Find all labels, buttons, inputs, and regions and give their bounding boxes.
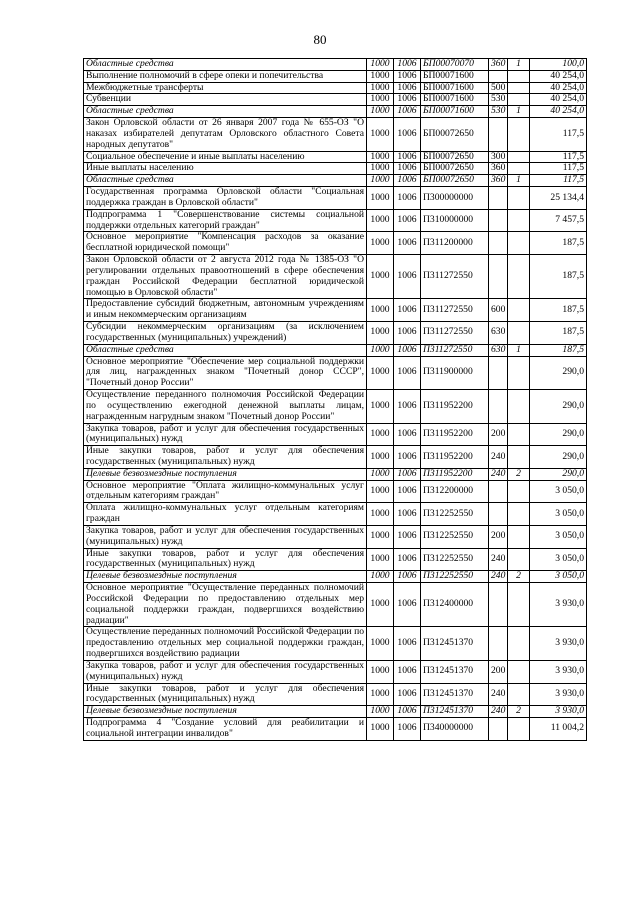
section-code: 1000: [367, 118, 394, 151]
table-row: [84, 322, 587, 345]
expense-type-code: [489, 718, 508, 741]
subsection-code: 1006: [394, 480, 421, 503]
amount: 3 050,0: [530, 548, 587, 571]
subsection-code: 1006: [394, 299, 421, 322]
table-row: [84, 525, 587, 548]
row-name: Закупка товаров, работ и услуг для обеспечения государственных (муниципальных) нужд: [84, 525, 367, 548]
subsection-code: 1006: [394, 423, 421, 446]
target-article-code: П311900000: [421, 356, 489, 389]
section-code: 1000: [367, 503, 394, 526]
amount: 3 050,0: [530, 480, 587, 503]
section-code: 1000: [367, 209, 394, 232]
expense-type-code: 200: [489, 660, 508, 683]
row-name: Подпрограмма 4 "Создание условий для реабилитации и социальной интеграции инвалидов": [84, 718, 367, 741]
subsection-code: 1006: [394, 94, 421, 106]
table-row: [84, 299, 587, 322]
section-code: 1000: [367, 175, 394, 187]
section-code: 1000: [367, 232, 394, 255]
row-name: Основное мероприятие "Компенсация расходов за оказание бесплатной юридической помощи": [84, 232, 367, 255]
funding-source-code: [508, 718, 530, 741]
table-row: [84, 683, 587, 706]
table-row: [84, 151, 587, 163]
expense-type-code: 500: [489, 82, 508, 94]
funding-source-code: [508, 118, 530, 151]
expense-type-code: [489, 627, 508, 660]
expense-type-code: 240: [489, 683, 508, 706]
table-row: [84, 390, 587, 423]
target-article-code: П311200000: [421, 232, 489, 255]
table-row: [84, 59, 587, 71]
table-row: [84, 423, 587, 446]
table-row: [84, 660, 587, 683]
row-name: Выполнение полномочий в сфере опеки и попечительства: [84, 70, 367, 82]
target-article-code: П311952200: [421, 390, 489, 423]
target-article-code: П312252550: [421, 525, 489, 548]
funding-source-code: 1: [508, 59, 530, 71]
subsection-code: 1006: [394, 583, 421, 627]
target-article-code: П312400000: [421, 583, 489, 627]
subsection-code: 1006: [394, 468, 421, 480]
target-article-code: П311952200: [421, 468, 489, 480]
funding-source-code: [508, 209, 530, 232]
target-article-code: БП00071600: [421, 106, 489, 118]
section-code: 1000: [367, 94, 394, 106]
row-name: Иные закупки товаров, работ и услуг для обеспечения государственных (муниципальных) нужд: [84, 548, 367, 571]
amount: 3 930,0: [530, 706, 587, 718]
table-row: [84, 583, 587, 627]
budget-table: [83, 58, 587, 741]
target-article-code: П311272550: [421, 299, 489, 322]
expense-type-code: 240: [489, 468, 508, 480]
subsection-code: 1006: [394, 548, 421, 571]
row-name: Субвенции: [84, 94, 367, 106]
subsection-code: 1006: [394, 706, 421, 718]
table-row: [84, 175, 587, 187]
subsection-code: 1006: [394, 525, 421, 548]
expense-type-code: 530: [489, 94, 508, 106]
target-article-code: БП00072650: [421, 151, 489, 163]
row-name: Иные выплаты населению: [84, 163, 367, 175]
funding-source-code: [508, 525, 530, 548]
target-article-code: П312451370: [421, 660, 489, 683]
table-row: [84, 70, 587, 82]
row-name: Иные закупки товаров, работ и услуг для обеспечения государственных (муниципальных) нужд: [84, 446, 367, 469]
target-article-code: БП00071600: [421, 82, 489, 94]
table-row: [84, 187, 587, 210]
funding-source-code: [508, 70, 530, 82]
subsection-code: 1006: [394, 106, 421, 118]
row-name: Основное мероприятие "Оплата жилищно-коммунальных услуг отдельным категориям граждан": [84, 480, 367, 503]
funding-source-code: [508, 660, 530, 683]
expense-type-code: 240: [489, 446, 508, 469]
table-row: [84, 118, 587, 151]
funding-source-code: [508, 423, 530, 446]
amount: 290,0: [530, 468, 587, 480]
budget-table-body: [84, 59, 587, 741]
amount: 3 930,0: [530, 583, 587, 627]
row-name: Субсидии некоммерческим организациям (за исключением государственных (муниципальных) учреждений): [84, 322, 367, 345]
subsection-code: 1006: [394, 59, 421, 71]
table-row: [84, 163, 587, 175]
table-row: [84, 718, 587, 741]
row-name: Осуществление переданного полномочия Российской Федерации по осуществлению ежегодной денежной выплаты лицам, награжденным нагрудным знаком "Почетный донор России": [84, 390, 367, 423]
target-article-code: П311272550: [421, 344, 489, 356]
funding-source-code: [508, 94, 530, 106]
row-name: Межбюджетные трансферты: [84, 82, 367, 94]
subsection-code: 1006: [394, 683, 421, 706]
table-row: [84, 503, 587, 526]
amount: 3 930,0: [530, 683, 587, 706]
target-article-code: П312451370: [421, 627, 489, 660]
section-code: 1000: [367, 163, 394, 175]
table-row: [84, 106, 587, 118]
row-name: Подпрограмма 1 "Совершенствование системы социальной поддержки отдельных категорий граждан": [84, 209, 367, 232]
amount: 187,5: [530, 232, 587, 255]
funding-source-code: [508, 548, 530, 571]
funding-source-code: [508, 480, 530, 503]
expense-type-code: 530: [489, 106, 508, 118]
expense-type-code: [489, 583, 508, 627]
subsection-code: 1006: [394, 627, 421, 660]
funding-source-code: [508, 187, 530, 210]
amount: 187,5: [530, 344, 587, 356]
target-article-code: П340000000: [421, 718, 489, 741]
section-code: 1000: [367, 423, 394, 446]
expense-type-code: [489, 209, 508, 232]
subsection-code: 1006: [394, 209, 421, 232]
amount: 40 254,0: [530, 106, 587, 118]
target-article-code: БП00071600: [421, 94, 489, 106]
row-name: Закупка товаров, работ и услуг для обеспечения государственных (муниципальных) нужд: [84, 423, 367, 446]
expense-type-code: [489, 480, 508, 503]
section-code: 1000: [367, 299, 394, 322]
section-code: 1000: [367, 718, 394, 741]
amount: 7 457,5: [530, 209, 587, 232]
amount: 290,0: [530, 356, 587, 389]
funding-source-code: 1: [508, 344, 530, 356]
section-code: 1000: [367, 446, 394, 469]
expense-type-code: 300: [489, 151, 508, 163]
subsection-code: 1006: [394, 390, 421, 423]
expense-type-code: 200: [489, 423, 508, 446]
target-article-code: П311952200: [421, 423, 489, 446]
expense-type-code: [489, 390, 508, 423]
table-row: [84, 468, 587, 480]
amount: 100,0: [530, 59, 587, 71]
row-name: Областные средства: [84, 175, 367, 187]
expense-type-code: 240: [489, 706, 508, 718]
funding-source-code: [508, 583, 530, 627]
amount: 187,5: [530, 322, 587, 345]
section-code: 1000: [367, 322, 394, 345]
table-row: [84, 209, 587, 232]
amount: 290,0: [530, 423, 587, 446]
funding-source-code: [508, 627, 530, 660]
row-name: Осуществление переданных полномочий Российской Федерации по предоставлению отдельных мер социальной поддержки граждан, подвергшихся воздействию радиации: [84, 627, 367, 660]
row-name: Основное мероприятие "Осуществление переданных полномочий Российской Федерации по предоставлению отдельных мер социальной поддержки граждан, подвергшихся воздействию радиации": [84, 583, 367, 627]
section-code: 1000: [367, 627, 394, 660]
target-article-code: БП00072650: [421, 175, 489, 187]
amount: 290,0: [530, 390, 587, 423]
amount: 40 254,0: [530, 70, 587, 82]
expense-type-code: 360: [489, 175, 508, 187]
funding-source-code: [508, 299, 530, 322]
row-name: Областные средства: [84, 106, 367, 118]
row-name: Предоставление субсидий бюджетным, автономным учреждениям и иным некоммерческим организациям: [84, 299, 367, 322]
table-row: [84, 344, 587, 356]
funding-source-code: [508, 82, 530, 94]
section-code: 1000: [367, 390, 394, 423]
section-code: 1000: [367, 187, 394, 210]
subsection-code: 1006: [394, 322, 421, 345]
funding-source-code: 2: [508, 571, 530, 583]
funding-source-code: [508, 683, 530, 706]
amount: 290,0: [530, 446, 587, 469]
section-code: 1000: [367, 660, 394, 683]
target-article-code: БП00072650: [421, 118, 489, 151]
subsection-code: 1006: [394, 660, 421, 683]
table-row: [84, 627, 587, 660]
expense-type-code: 630: [489, 322, 508, 345]
amount: 25 134,4: [530, 187, 587, 210]
row-name: Областные средства: [84, 59, 367, 71]
target-article-code: П312252550: [421, 571, 489, 583]
target-article-code: БП00070070: [421, 59, 489, 71]
table-row: [84, 82, 587, 94]
row-name: Областные средства: [84, 344, 367, 356]
row-name: Иные закупки товаров, работ и услуг для обеспечения государственных (муниципальных) нужд: [84, 683, 367, 706]
row-name: Государственная программа Орловской области "Социальная поддержка граждан в Орловской области": [84, 187, 367, 210]
amount: 40 254,0: [530, 82, 587, 94]
row-name: Закупка товаров, работ и услуг для обеспечения государственных (муниципальных) нужд: [84, 660, 367, 683]
expense-type-code: 360: [489, 163, 508, 175]
funding-source-code: [508, 390, 530, 423]
expense-type-code: 240: [489, 571, 508, 583]
target-article-code: БП00071600: [421, 70, 489, 82]
funding-source-code: [508, 446, 530, 469]
funding-source-code: [508, 151, 530, 163]
expense-type-code: [489, 356, 508, 389]
target-article-code: П311272550: [421, 255, 489, 299]
funding-source-code: [508, 356, 530, 389]
subsection-code: 1006: [394, 151, 421, 163]
target-article-code: П312200000: [421, 480, 489, 503]
target-article-code: П312252550: [421, 548, 489, 571]
funding-source-code: 2: [508, 706, 530, 718]
subsection-code: 1006: [394, 232, 421, 255]
row-name: Оплата жилищно-коммунальных услуг отдельным категориям граждан: [84, 503, 367, 526]
funding-source-code: 1: [508, 106, 530, 118]
table-row: [84, 571, 587, 583]
section-code: 1000: [367, 356, 394, 389]
table-row: [84, 480, 587, 503]
amount: 3 930,0: [530, 627, 587, 660]
table-row: [84, 548, 587, 571]
subsection-code: 1006: [394, 187, 421, 210]
expense-type-code: [489, 255, 508, 299]
section-code: 1000: [367, 525, 394, 548]
expense-type-code: 600: [489, 299, 508, 322]
target-article-code: П311272550: [421, 322, 489, 345]
expense-type-code: [489, 118, 508, 151]
funding-source-code: 1: [508, 175, 530, 187]
target-article-code: П310000000: [421, 209, 489, 232]
row-name: Закон Орловской области от 26 января 2007 года № 655-ОЗ "О наказах избирателей депутатам Орловского областного Совета народных депутатов": [84, 118, 367, 151]
section-code: 1000: [367, 548, 394, 571]
expense-type-code: [489, 232, 508, 255]
table-row: [84, 356, 587, 389]
amount: 40 254,0: [530, 94, 587, 106]
subsection-code: 1006: [394, 175, 421, 187]
row-name: Социальное обеспечение и иные выплаты населению: [84, 151, 367, 163]
amount: 3 050,0: [530, 525, 587, 548]
section-code: 1000: [367, 480, 394, 503]
amount: 187,5: [530, 255, 587, 299]
table-row: [84, 255, 587, 299]
section-code: 1000: [367, 571, 394, 583]
subsection-code: 1006: [394, 118, 421, 151]
row-name: Основное мероприятие "Обеспечение мер социальной поддержки для лиц, награжденных знаком "Почетный донор СССР", "Почетный донор России": [84, 356, 367, 389]
subsection-code: 1006: [394, 571, 421, 583]
funding-source-code: [508, 503, 530, 526]
subsection-code: 1006: [394, 255, 421, 299]
funding-source-code: [508, 232, 530, 255]
section-code: 1000: [367, 70, 394, 82]
subsection-code: 1006: [394, 163, 421, 175]
expense-type-code: [489, 70, 508, 82]
funding-source-code: 2: [508, 468, 530, 480]
section-code: 1000: [367, 583, 394, 627]
table-row: [84, 446, 587, 469]
amount: 11 004,2: [530, 718, 587, 741]
amount: 117,5: [530, 163, 587, 175]
subsection-code: 1006: [394, 356, 421, 389]
table-row: [84, 706, 587, 718]
section-code: 1000: [367, 82, 394, 94]
subsection-code: 1006: [394, 82, 421, 94]
section-code: 1000: [367, 683, 394, 706]
row-name: Целевые безвозмездные поступления: [84, 468, 367, 480]
funding-source-code: [508, 322, 530, 345]
section-code: 1000: [367, 106, 394, 118]
amount: 187,5: [530, 299, 587, 322]
section-code: 1000: [367, 468, 394, 480]
amount: 3 930,0: [530, 660, 587, 683]
amount: 117,5: [530, 118, 587, 151]
section-code: 1000: [367, 344, 394, 356]
amount: 3 050,0: [530, 571, 587, 583]
section-code: 1000: [367, 59, 394, 71]
amount: 117,5: [530, 151, 587, 163]
amount: 3 050,0: [530, 503, 587, 526]
funding-source-code: [508, 163, 530, 175]
subsection-code: 1006: [394, 503, 421, 526]
section-code: 1000: [367, 706, 394, 718]
target-article-code: БП00072650: [421, 163, 489, 175]
table-row: [84, 232, 587, 255]
target-article-code: П300000000: [421, 187, 489, 210]
subsection-code: 1006: [394, 70, 421, 82]
amount: 117,5: [530, 175, 587, 187]
target-article-code: П312451370: [421, 706, 489, 718]
expense-type-code: 360: [489, 59, 508, 71]
section-code: 1000: [367, 255, 394, 299]
expense-type-code: [489, 187, 508, 210]
table-row: [84, 94, 587, 106]
subsection-code: 1006: [394, 446, 421, 469]
subsection-code: 1006: [394, 718, 421, 741]
target-article-code: П312252550: [421, 503, 489, 526]
expense-type-code: 200: [489, 525, 508, 548]
subsection-code: 1006: [394, 344, 421, 356]
funding-source-code: [508, 255, 530, 299]
row-name: Закон Орловской области от 2 августа 2012 года № 1385-ОЗ "О регулировании отдельных правоотношений в сфере обеспечения граждан Российской Федерации бесплатной юридической помощью в Орловской области": [84, 255, 367, 299]
row-name: Целевые безвозмездные поступления: [84, 706, 367, 718]
expense-type-code: 630: [489, 344, 508, 356]
row-name: Целевые безвозмездные поступления: [84, 571, 367, 583]
section-code: 1000: [367, 151, 394, 163]
target-article-code: П312451370: [421, 683, 489, 706]
expense-type-code: [489, 503, 508, 526]
target-article-code: П311952200: [421, 446, 489, 469]
page-number: 80: [313, 32, 327, 47]
expense-type-code: 240: [489, 548, 508, 571]
